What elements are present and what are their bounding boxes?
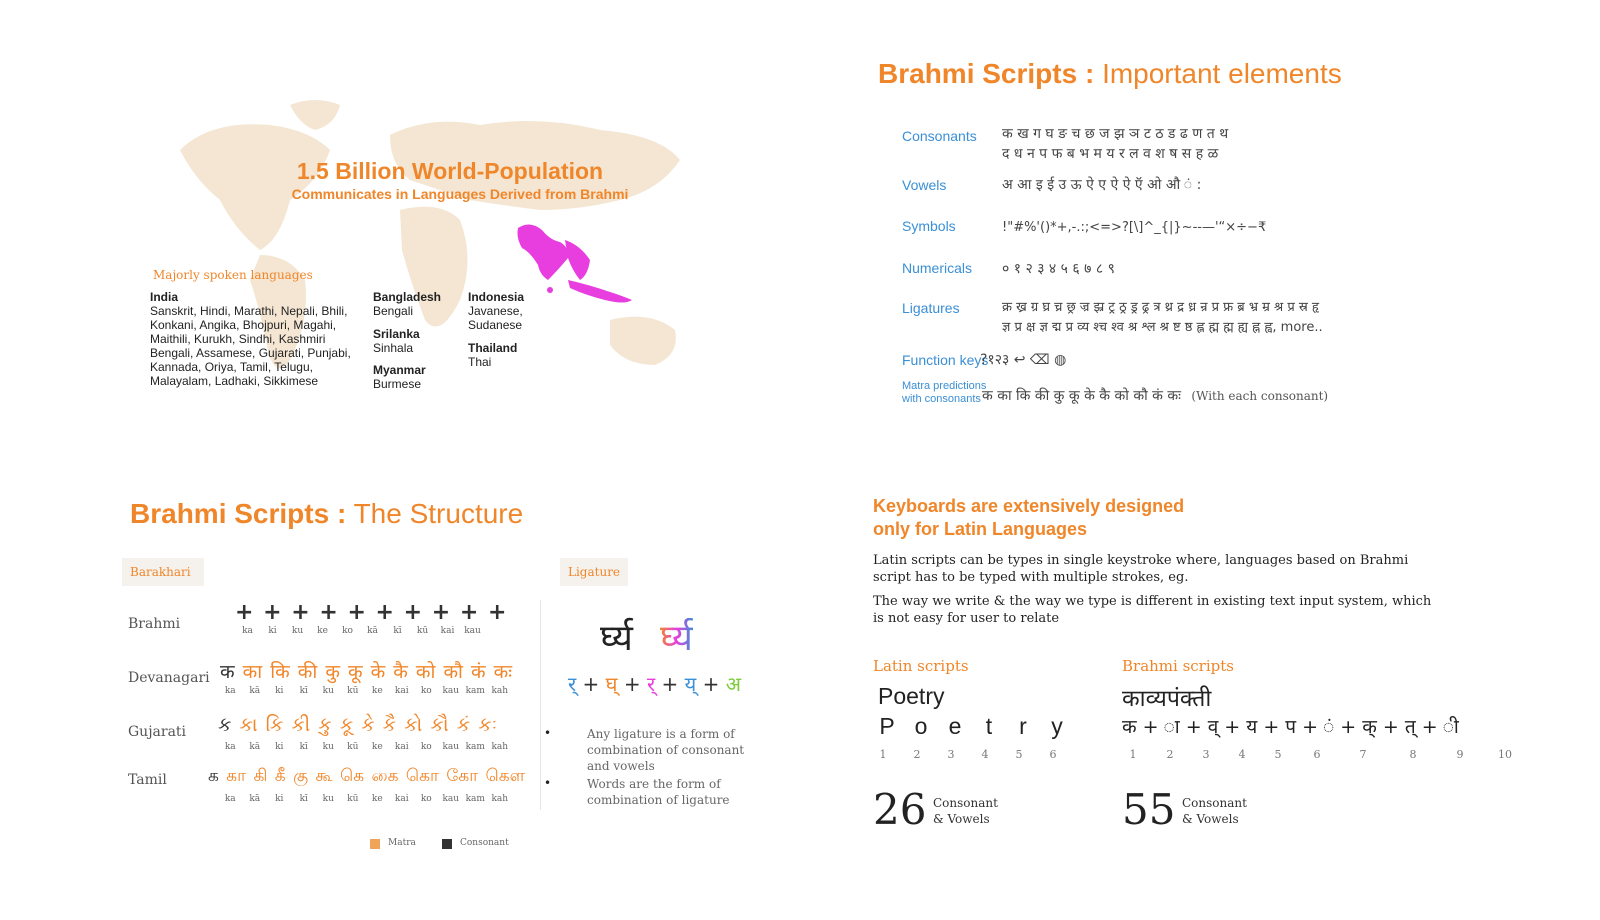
roman: kū bbox=[347, 794, 359, 804]
roman: kā bbox=[367, 626, 378, 636]
roman: kā bbox=[249, 794, 261, 804]
keyboard-title bbox=[873, 495, 1184, 541]
language-line: Sanskrit, Hindi, Marathi, Nepali, Bhili, bbox=[150, 304, 348, 318]
roman: kai bbox=[394, 686, 409, 696]
latin-count-label bbox=[933, 795, 998, 827]
region-srilanka bbox=[373, 327, 420, 355]
legend-swatch-consonant bbox=[442, 839, 452, 849]
country-name: Myanmar bbox=[373, 363, 426, 377]
roman: kah bbox=[491, 686, 509, 696]
label-line: Matra predictions bbox=[902, 380, 987, 392]
glyph: + bbox=[431, 600, 452, 625]
glyph: + bbox=[319, 600, 339, 625]
roman: ke bbox=[371, 794, 383, 804]
glyph: કે bbox=[361, 714, 376, 736]
roman: ki bbox=[275, 686, 284, 696]
roman: kā bbox=[249, 742, 261, 752]
region-indonesia bbox=[468, 290, 524, 332]
roman: ku bbox=[291, 626, 304, 636]
roman: kau bbox=[442, 686, 460, 696]
legend-label-consonant: Consonant bbox=[460, 838, 509, 848]
roman: ke bbox=[371, 742, 383, 752]
roman: kī bbox=[299, 686, 308, 696]
elements-title-bold: Brahmi Scripts : bbox=[878, 58, 1095, 89]
glyph: கை bbox=[371, 766, 400, 786]
majorly-spoken-label: Majorly spoken languages bbox=[153, 268, 313, 282]
label-line: with consonants bbox=[902, 393, 981, 405]
structure-title-bold: Brahmi Scripts : bbox=[130, 498, 347, 529]
important-elements-panel bbox=[860, 50, 1460, 430]
latin-count: 26 bbox=[873, 785, 927, 834]
latin-stroke-numbers bbox=[866, 748, 1070, 761]
roman-gujarati bbox=[218, 742, 512, 752]
glyph: कौ bbox=[443, 661, 464, 683]
glyphs-tamil bbox=[208, 766, 526, 788]
glyph: की bbox=[297, 661, 319, 683]
roman: kau bbox=[442, 742, 460, 752]
formula-part: र् bbox=[568, 672, 577, 696]
brahmi-heading: Brahmi scripts bbox=[1122, 657, 1234, 675]
roman: ku bbox=[322, 742, 334, 752]
glyph: க bbox=[208, 766, 220, 786]
stroke-number: 7 bbox=[1359, 748, 1367, 761]
language-line: Javanese, bbox=[468, 304, 523, 318]
value-line: क ख ग घ ङ च छ ज झ ञ ट ठ ड ढ ण त थ bbox=[1002, 126, 1229, 142]
glyph: + bbox=[459, 600, 480, 625]
glyph: + bbox=[235, 600, 255, 625]
roman: kai bbox=[394, 742, 409, 752]
roman: ka bbox=[224, 794, 236, 804]
formula-plus: + bbox=[661, 672, 679, 696]
letter: e bbox=[948, 713, 962, 739]
row-label-devanagari: Devanagari bbox=[128, 670, 210, 686]
country-name: Thailand bbox=[468, 341, 518, 355]
elements-title-light: Important elements bbox=[1102, 58, 1342, 89]
structure-title bbox=[130, 498, 523, 530]
keyboard-panel bbox=[868, 495, 1528, 855]
keyboard-paragraph-1: Latin scripts can be types in single keystroke where, languages based on Brahmi script has to be typed with multiple strokes, eg. bbox=[873, 553, 1409, 585]
value-numericals: ० १ २ ३ ४ ५ ६ ७ ८ ९ bbox=[1002, 261, 1115, 277]
brahmi-sequence: क + ा + व् + य + प + ं + क् + त् + ी bbox=[1122, 716, 1459, 738]
letter: o bbox=[914, 713, 928, 739]
formula-plus: + bbox=[582, 672, 600, 696]
label-numericals: Numericals bbox=[902, 260, 973, 276]
glyphs-gujarati bbox=[218, 714, 498, 736]
glyph: கோ bbox=[446, 766, 480, 786]
glyph: கி bbox=[253, 766, 269, 786]
glyph: कु bbox=[325, 661, 341, 683]
label-ligatures: Ligatures bbox=[902, 300, 960, 316]
region-myanmar bbox=[373, 363, 426, 391]
roman: ko bbox=[342, 626, 353, 636]
stroke-number: 5 bbox=[1274, 748, 1282, 761]
label-consonants: Consonants bbox=[902, 128, 977, 144]
roman: kau bbox=[442, 794, 460, 804]
roman: kam bbox=[465, 742, 485, 752]
roman: kī bbox=[299, 742, 308, 752]
value-vowels: अ आ इ ई उ ऊ ऐ ए ऐ ऐ ऍ ओ औ ं : bbox=[1002, 177, 1202, 193]
roman: kau bbox=[464, 626, 481, 636]
row-label-tamil: Tamil bbox=[128, 772, 167, 788]
formula-part: घ् bbox=[605, 672, 618, 696]
language-line: Sinhala bbox=[373, 341, 414, 355]
value-line: द ध न प फ ब भ म य र ल व श ष स ह ळ bbox=[1002, 146, 1219, 162]
glyph: कः bbox=[493, 661, 514, 683]
count-label-line: Consonant bbox=[1182, 796, 1247, 810]
language-line: Bengali bbox=[373, 304, 414, 318]
glyph: + bbox=[403, 600, 424, 625]
ligature-colored-glyph: र्घ्य bbox=[660, 618, 693, 659]
glyph: + bbox=[487, 600, 508, 625]
glyph: કુ bbox=[318, 714, 333, 736]
glyphs-devanagari bbox=[220, 658, 513, 684]
brahmi-count: 55 bbox=[1122, 785, 1176, 834]
latin-word: Poetry bbox=[878, 683, 945, 709]
glyph: કઃ bbox=[478, 714, 499, 736]
glyph: கெ bbox=[339, 766, 366, 786]
roman: kā bbox=[249, 686, 261, 696]
roman-brahmi bbox=[235, 626, 485, 636]
stroke-number: 5 bbox=[1015, 748, 1023, 761]
roman: ko bbox=[420, 686, 432, 696]
roman: kam bbox=[465, 686, 485, 696]
language-line: Thai bbox=[468, 355, 492, 369]
glyph: கு bbox=[293, 766, 310, 786]
value-consonants bbox=[1002, 124, 1462, 164]
roman: kū bbox=[347, 742, 359, 752]
legend-swatch-matra bbox=[370, 839, 380, 849]
bullet-text-2: Words are the form of combination of ligature bbox=[587, 777, 730, 807]
glyph: + bbox=[263, 600, 283, 625]
roman: kī bbox=[299, 794, 308, 804]
bullet-dot: • bbox=[544, 726, 552, 740]
elements-title bbox=[878, 58, 1342, 90]
roman: ku bbox=[322, 794, 334, 804]
label-vowels: Vowels bbox=[902, 177, 947, 193]
letter: P bbox=[879, 713, 895, 739]
row-label-gujarati: Gujarati bbox=[128, 724, 187, 740]
count-label-line: & Vowels bbox=[933, 812, 990, 826]
legend-label-matra: Matra bbox=[388, 838, 416, 848]
barakhari-tag: Barakhari bbox=[122, 558, 204, 586]
glyph: કૂ bbox=[339, 714, 355, 736]
stroke-number: 2 bbox=[1166, 748, 1174, 761]
roman: kah bbox=[491, 742, 509, 752]
roman: ke bbox=[317, 626, 328, 636]
region-bangladesh bbox=[373, 290, 441, 318]
stroke-number: 6 bbox=[1313, 748, 1321, 761]
stroke-number: 9 bbox=[1456, 748, 1464, 761]
language-line: Sudanese bbox=[468, 318, 523, 332]
glyph: કિ bbox=[265, 714, 285, 736]
roman: kai bbox=[394, 794, 409, 804]
row-label-brahmi: Brahmi bbox=[128, 616, 181, 632]
value-line: ज्ञ प्र क्ष ज्ञ द्म प्र व्य श्च श्व श्र श्ल श्र ष्ट ष्ठ ह्ल ह्म ह्म ह्य ह्न ह्व, more.. bbox=[1002, 320, 1323, 335]
count-label-line: Consonant bbox=[933, 796, 998, 810]
glyph: + bbox=[347, 600, 367, 625]
roman: ke bbox=[371, 686, 383, 696]
glyph: કૌ bbox=[430, 714, 450, 736]
letter: r bbox=[1019, 713, 1027, 739]
formula-part: य् bbox=[684, 672, 697, 696]
country-name: Indonesia bbox=[468, 290, 525, 304]
glyph: கீ bbox=[274, 766, 287, 786]
language-line: Maithili, Kurukh, Sindhi, Kashmiri bbox=[150, 332, 326, 346]
glyph: का bbox=[242, 661, 264, 683]
roman: ko bbox=[420, 742, 432, 752]
latin-heading: Latin scripts bbox=[873, 657, 969, 675]
bullet-dot: • bbox=[544, 776, 552, 790]
glyph: கூ bbox=[315, 766, 334, 786]
roman: ko bbox=[420, 794, 432, 804]
glyphs-brahmi bbox=[235, 600, 507, 625]
letter: y bbox=[1051, 713, 1063, 739]
region-thailand bbox=[468, 341, 517, 369]
roman-devanagari bbox=[218, 686, 512, 696]
stroke-number: 6 bbox=[1049, 748, 1057, 761]
structure-title-light: The Structure bbox=[353, 498, 524, 529]
roman: ku bbox=[322, 686, 334, 696]
country-name: Bangladesh bbox=[373, 290, 442, 304]
country-name: Srilanka bbox=[373, 327, 420, 341]
label-symbols: Symbols bbox=[902, 218, 956, 234]
glyph: कै bbox=[393, 661, 409, 683]
glyph: कू bbox=[347, 661, 364, 683]
glyph: கொ bbox=[405, 766, 440, 786]
stroke-number: 1 bbox=[1129, 748, 1137, 761]
formula-part: र् bbox=[646, 672, 656, 696]
roman: kah bbox=[491, 794, 509, 804]
roman-tamil bbox=[218, 794, 512, 804]
map-subtitle: Communicates in Languages Derived from Brahmi bbox=[291, 186, 629, 202]
roman: ki bbox=[268, 626, 277, 636]
glyph: કા bbox=[239, 714, 259, 736]
glyph: के bbox=[370, 661, 387, 683]
glyph: कं bbox=[471, 661, 487, 683]
count-label-line: & Vowels bbox=[1182, 812, 1239, 826]
formula-part: अ bbox=[725, 672, 742, 696]
language-line: Kannada, Oriya, Tamil, Telugu, bbox=[150, 360, 313, 374]
matra-glyphs: क का कि की कु कू के कै को कौ कं कः bbox=[982, 388, 1181, 404]
title-line: Keyboards are extensively designed bbox=[873, 496, 1185, 516]
glyph: கா bbox=[226, 766, 248, 786]
glyph: कि bbox=[270, 661, 291, 683]
roman: kū bbox=[347, 686, 359, 696]
brahmi-count-label bbox=[1182, 795, 1247, 827]
matra-note: (With each consonant) bbox=[1191, 389, 1329, 403]
value-symbols: !"#%'()*+,-.:;<=>?[\]^_{|}~--—'“×÷−₹ bbox=[1002, 220, 1267, 235]
structure-panel bbox=[120, 490, 780, 870]
stroke-number: 1 bbox=[879, 748, 887, 761]
value-line: क्र ख्र ग्र घ्र च्र छ्र ज्र झ्र ट्र ठ्र ड्र ढ्र त्र थ्र द्र ध्र न्र प्र फ्र ब्र भ्र म्र श्र प्र स्र हृ bbox=[1002, 300, 1320, 315]
language-line: Konkani, Angika, Bhojpuri, Magahi, bbox=[150, 318, 337, 332]
roman: kū bbox=[416, 626, 429, 636]
ligature-example: र्घ्य bbox=[600, 618, 633, 659]
letter: t bbox=[985, 713, 993, 739]
glyph: કં bbox=[456, 714, 472, 736]
brahmi-stroke-numbers bbox=[1114, 748, 1528, 761]
stroke-number: 2 bbox=[913, 748, 921, 761]
roman: kai bbox=[440, 626, 455, 636]
value-matra-predictions bbox=[982, 386, 1462, 406]
stroke-number: 3 bbox=[947, 748, 955, 761]
label-matra-predictions bbox=[902, 380, 986, 406]
roman: ka bbox=[242, 626, 253, 636]
roman: kam bbox=[465, 794, 485, 804]
glyph: क bbox=[220, 661, 236, 683]
bullet-text-1: Any ligature is a form of combination of consonant and vowels bbox=[587, 727, 745, 773]
ligature-formula bbox=[568, 670, 741, 697]
roman: ka bbox=[224, 742, 236, 752]
divider-line bbox=[540, 600, 541, 810]
glyph: કી bbox=[291, 714, 312, 736]
glyph: ક bbox=[218, 714, 233, 736]
formula-plus: + bbox=[702, 672, 720, 696]
stroke-number: 8 bbox=[1409, 748, 1417, 761]
language-line: Burmese bbox=[373, 377, 422, 391]
stroke-number: 10 bbox=[1498, 748, 1512, 761]
label-function-keys: Function keys bbox=[902, 352, 989, 368]
glyph: கௌ bbox=[485, 766, 526, 786]
roman: ki bbox=[275, 742, 284, 752]
glyph: को bbox=[415, 661, 437, 683]
ligature-tag: Ligature bbox=[560, 558, 628, 586]
country-name: India bbox=[150, 290, 179, 304]
value-ligatures bbox=[1002, 298, 1462, 338]
language-line: Bengali, Assamese, Gujarati, Punjabi, bbox=[150, 346, 351, 360]
stroke-number: 4 bbox=[981, 748, 989, 761]
glyph: કો bbox=[404, 714, 424, 736]
value-function-keys: ?१२३ ↩ ⌫ ◍ bbox=[980, 352, 1067, 368]
roman: ki bbox=[275, 794, 284, 804]
glyph: કૈ bbox=[382, 714, 398, 736]
formula-plus: + bbox=[623, 672, 641, 696]
brahmi-region-highlight bbox=[518, 224, 633, 302]
brahmi-word: काव्यपंक्ती bbox=[1122, 685, 1212, 711]
roman: ka bbox=[224, 686, 236, 696]
roman: kī bbox=[393, 626, 402, 636]
stroke-number: 4 bbox=[1238, 748, 1246, 761]
glyph: + bbox=[375, 600, 395, 625]
language-line: Malayalam, Ladhaki, Sikkimese bbox=[150, 374, 319, 388]
map-title: 1.5 Billion World-Population bbox=[296, 158, 604, 184]
keyboard-paragraph-2: The way we write & the way we type is different in existing text input system, which is not easy for user to relate bbox=[873, 594, 1432, 626]
stroke-number: 3 bbox=[1202, 748, 1210, 761]
title-line: only for Latin Languages bbox=[873, 519, 1088, 539]
region-india bbox=[150, 290, 351, 388]
ligature-example-colored bbox=[660, 612, 693, 661]
latin-letters bbox=[870, 713, 1074, 740]
world-map-panel bbox=[140, 80, 700, 420]
glyph: + bbox=[291, 600, 311, 625]
